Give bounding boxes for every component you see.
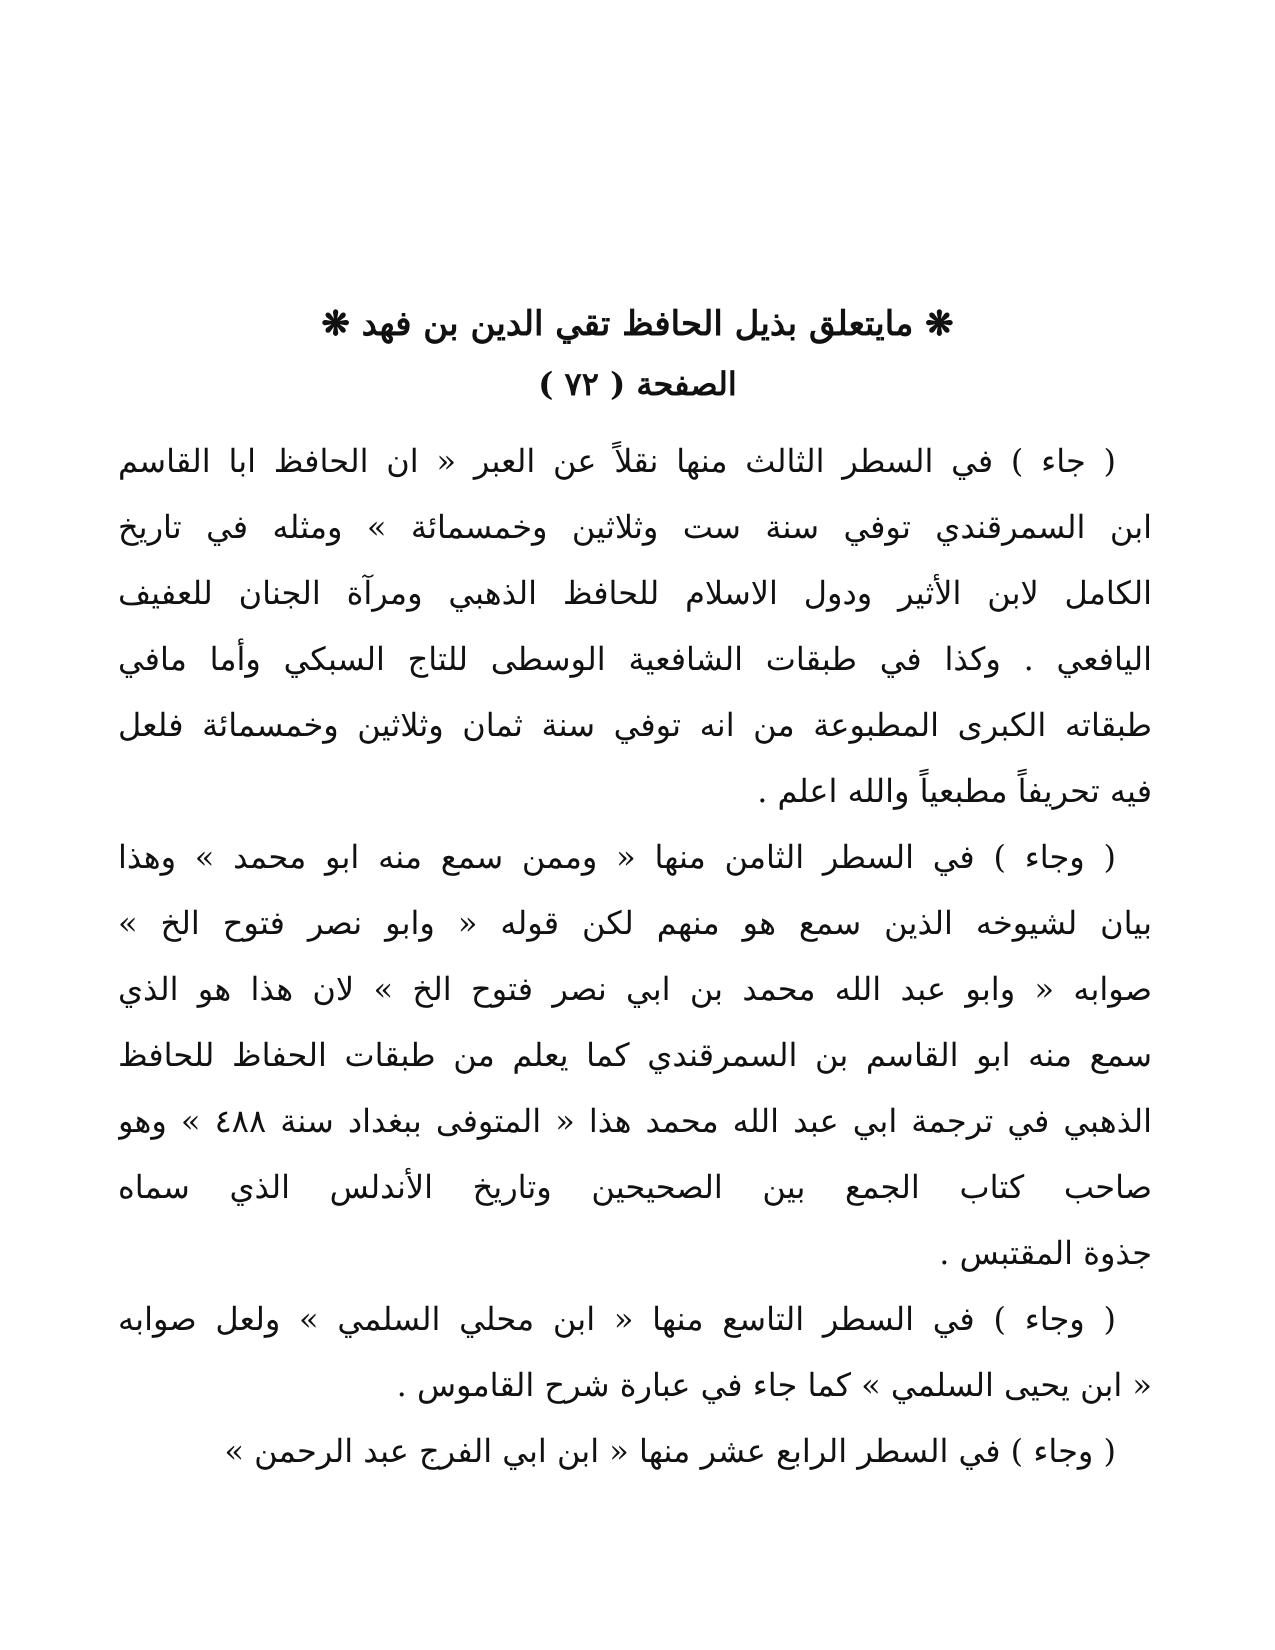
- text-line: اليافعي . وكذا في طبقات الشافعية الوسطى للتاج السبكي وأما مافي: [118, 640, 1152, 678]
- page-reference: الصفحة ( ٧٢ ): [538, 365, 737, 403]
- text-line: ( وجاء ) في السطر التاسع منها « ابن محلي السلمي » ولعل صوابه: [118, 1300, 1116, 1338]
- text-line: ( جاء ) في السطر الثالث منها نقلاً عن العبر « ان الحافظ ابا القاسم: [118, 442, 1117, 480]
- text-line: سمع منه ابو القاسم بن السمرقندي كما يعلم من طبقات الحفاظ للحافظ: [118, 1036, 1152, 1074]
- text-line: ابن السمرقندي توفي سنة ست وثلاثين وخمسمائة » ومثله في تاريخ: [118, 508, 1152, 546]
- text-line: صوابه « وابو عبد الله محمد بن ابي نصر فتوح الخ » لان هذا هو الذي: [118, 970, 1152, 1008]
- text-line: ( وجاء ) في السطر الثامن منها « وممن سمع منه ابو محمد » وهذا: [118, 838, 1116, 876]
- text-line: صاحب كتاب الجمع بين الصحيحين وتاريخ الأندلس الذي سماه: [118, 1168, 1152, 1206]
- text-line: بيان لشيوخه الذين سمع هو منهم لكن قوله « وابو نصر فتوح الخ »: [118, 904, 1152, 942]
- text-line: الكامل لابن الأثير ودول الاسلام للحافظ الذهبي ومرآة الجنان للعفيف: [118, 574, 1152, 612]
- body-text: [118, 428, 1152, 1484]
- text-line: فيه تحريفاً مطبعياً والله اعلم .: [757, 772, 1152, 810]
- text-line: جذوة المقتبس .: [939, 1234, 1152, 1272]
- text-line: طبقاته الكبرى المطبوعة من انه توفي سنة ثمان وثلاثين وخمسمائة فلعل: [118, 706, 1152, 744]
- text-line: ( وجاء ) في السطر الرابع عشر منها « ابن ابي الفرج عبد الرحمن »: [224, 1432, 1116, 1470]
- text-line: « ابن يحيى السلمي » كما جاء في عبارة شرح القاموس .: [396, 1366, 1152, 1404]
- text-line: الذهبي في ترجمة ابي عبد الله محمد هذا « المتوفى ببغداد سنة ٤٨٨ » وهو: [118, 1102, 1152, 1140]
- section-title: ❋ مايتعلق بذيل الحافظ تقي الدين بن فهد ❋: [321, 304, 954, 344]
